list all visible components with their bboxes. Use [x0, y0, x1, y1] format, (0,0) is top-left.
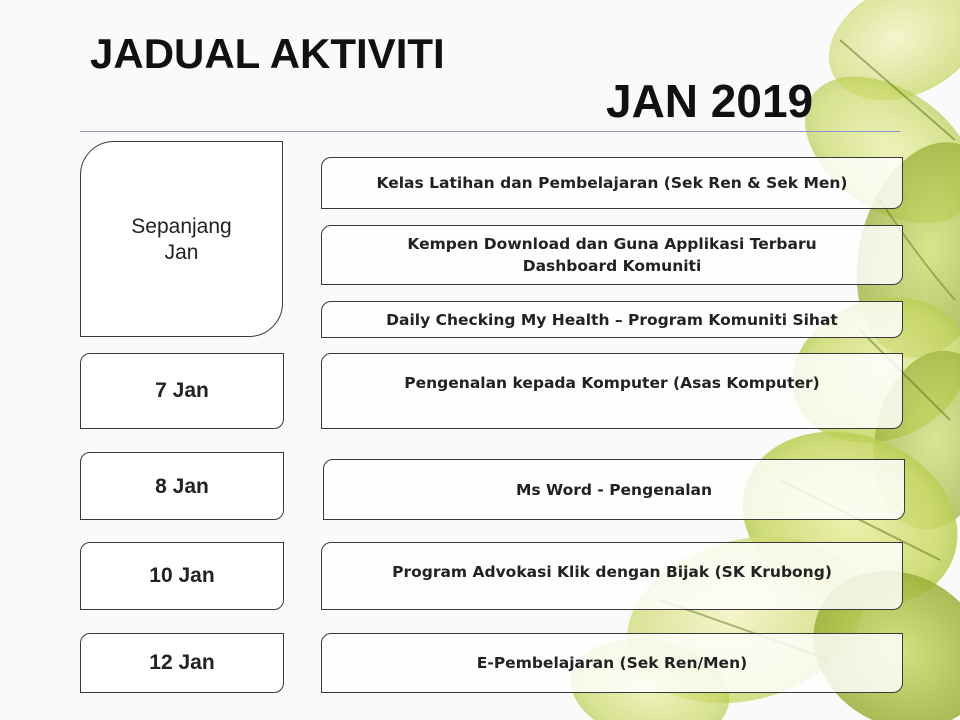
activity-cell: E-Pembelajaran (Sek Ren/Men) — [321, 633, 903, 693]
activity-cell: Pengenalan kepada Komputer (Asas Komputer) — [321, 353, 903, 429]
date-cell-sepanjang-jan: Sepanjang Jan — [80, 141, 283, 337]
activity-cell: Kelas Latihan dan Pembelajaran (Sek Ren & Sek Men) — [321, 157, 903, 209]
page-title: JADUAL AKTIVITI — [90, 30, 445, 77]
date-cell-12-jan: 12 Jan — [80, 633, 284, 693]
title-divider — [80, 131, 900, 132]
activity-cell: Ms Word - Pengenalan — [323, 459, 905, 520]
date-cell-7-jan: 7 Jan — [80, 353, 284, 429]
page-subtitle-month: JAN 2019 — [606, 75, 814, 127]
date-cell-8-jan: 8 Jan — [80, 452, 284, 520]
activity-cell: Kempen Download dan Guna Applikasi Terbaru Dashboard Komuniti — [321, 225, 903, 285]
activity-cell: Daily Checking My Health – Program Komuniti Sihat — [321, 301, 903, 338]
date-cell-10-jan: 10 Jan — [80, 542, 284, 610]
activity-cell: Program Advokasi Klik dengan Bijak (SK Krubong) — [321, 542, 903, 610]
